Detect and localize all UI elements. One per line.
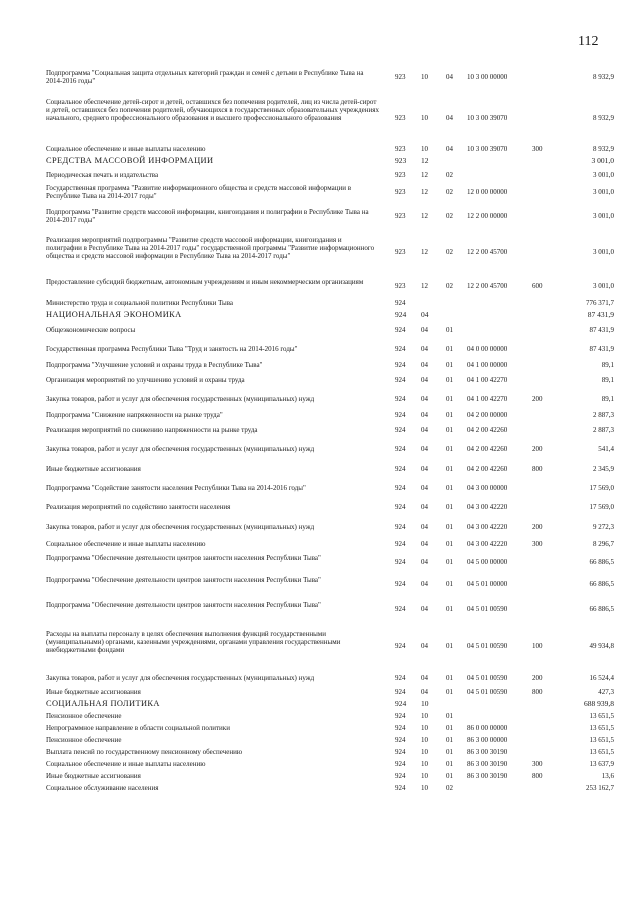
amount: 66 886,5	[589, 558, 614, 566]
section-code: 10	[421, 73, 428, 81]
subsection-code: 02	[446, 171, 453, 179]
section-code: 04	[421, 642, 428, 650]
amount: 16 524,4	[589, 674, 614, 682]
table-row	[0, 622, 640, 670]
subsection-code: 01	[446, 760, 453, 768]
section-code: 10	[421, 772, 428, 780]
ministry-code: 924	[395, 376, 406, 384]
ministry-code: 924	[395, 580, 406, 588]
amount: 89,1	[601, 376, 614, 384]
amount: 13 637,9	[589, 760, 614, 768]
amount: 3 001,0	[593, 171, 614, 179]
table-row	[0, 734, 640, 746]
amount: 66 886,5	[589, 605, 614, 613]
row-name: Реализация мероприятий подпрограммы "Развитие средств массовой информации, книгоиздания и полиграфии в Республике Тыва на 2014-2017 годы" государственной программы "Развитие информационного общества и средств массовой информации в Республике Тыва на 2014-2017 годы"	[46, 236, 375, 260]
amount: 87 431,9	[587, 310, 614, 319]
target-article: 12 2 00 45700	[467, 282, 508, 290]
ministry-code: 924	[395, 540, 406, 548]
target-article: 04 5 01 00000	[467, 580, 508, 588]
ministry-code: 924	[395, 465, 406, 473]
row-name: НАЦИОНАЛЬНАЯ ЭКОНОМИКА	[46, 310, 182, 319]
budget-table	[0, 60, 640, 794]
amount: 3 001,0	[593, 188, 614, 196]
ministry-code: 923	[395, 248, 406, 256]
target-article: 86 0 00 00000	[467, 724, 508, 732]
subsection-code: 04	[446, 73, 453, 81]
section-code: 10	[421, 699, 429, 708]
ministry-code: 923	[395, 282, 406, 290]
section-code: 04	[421, 361, 428, 369]
ministry-code: 924	[395, 361, 406, 369]
ministry-code: 924	[395, 784, 406, 792]
amount: 8 932,9	[593, 114, 614, 122]
table-row	[0, 297, 640, 309]
ministry-code: 924	[395, 426, 406, 434]
expense-type: 200	[532, 523, 543, 531]
ministry-code: 923	[395, 212, 406, 220]
section-code: 10	[421, 736, 428, 744]
target-article: 04 2 00 42260	[467, 465, 508, 473]
table-row	[0, 182, 640, 202]
amount: 8 932,9	[593, 145, 614, 153]
table-row	[0, 439, 640, 459]
section-code: 10	[421, 145, 428, 153]
target-article: 86 3 00 30190	[467, 772, 508, 780]
subsection-code: 02	[446, 248, 453, 256]
amount: 427,3	[598, 688, 614, 696]
expense-type: 800	[532, 772, 543, 780]
row-name: Государственная программа Республики Тыва "Труд и занятость на 2014-2016 годы"	[46, 345, 298, 353]
row-name: Общеэкономические вопросы	[46, 326, 136, 334]
expense-type: 100	[532, 642, 543, 650]
row-name: Выплата пенсий по государственному пенсионному обеспечению	[46, 748, 243, 756]
target-article: 86 3 00 30190	[467, 748, 508, 756]
row-name: Закупка товаров, работ и услуг для обеспечения государственных (муниципальных) нужд	[46, 674, 315, 682]
section-code: 04	[421, 411, 428, 419]
subsection-code: 01	[446, 605, 453, 613]
ministry-code: 924	[395, 345, 406, 353]
subsection-code: 01	[446, 361, 453, 369]
section-code: 10	[421, 724, 428, 732]
subsection-code: 02	[446, 212, 453, 220]
section-code: 04	[421, 426, 428, 434]
amount: 17 569,0	[589, 503, 614, 511]
section-code: 04	[421, 674, 428, 682]
row-name: Периодическая печать и издательства	[46, 171, 159, 179]
target-article: 10 3 00 00000	[467, 73, 508, 81]
table-row	[0, 167, 640, 182]
ministry-code: 924	[395, 503, 406, 511]
amount: 13 651,5	[589, 736, 614, 744]
amount: 89,1	[601, 395, 614, 403]
ministry-code: 924	[395, 760, 406, 768]
target-article: 04 3 00 42220	[467, 503, 508, 511]
row-name: Организация мероприятий по улучшению условий и охраны труда	[46, 376, 245, 384]
ministry-code: 924	[395, 674, 406, 682]
row-name: Социальное обеспечение и иные выплаты населению	[46, 145, 206, 153]
ministry-code: 924	[395, 558, 406, 566]
amount: 776 371,7	[586, 299, 614, 307]
table-row	[0, 710, 640, 722]
target-article: 86 3 00 30190	[467, 760, 508, 768]
target-article: 86 3 00 00000	[467, 736, 508, 744]
row-name: Подпрограмма "Развитие средств массовой информации, книгоиздания и полиграфии в Республике Тыва на 2014-2017 годы"	[46, 208, 369, 224]
subsection-code: 01	[446, 580, 453, 588]
target-article: 10 3 00 39070	[467, 114, 508, 122]
row-name: Социальное обеспечение и иные выплаты населению	[46, 760, 206, 768]
target-article: 04 2 00 42260	[467, 445, 508, 453]
ministry-code: 924	[395, 445, 406, 453]
row-name: Подпрограмма "Социальная защита отдельных категорий граждан и семей с детьми в Республике Тыва на 2014-2016 годы"	[46, 69, 364, 85]
table-row	[0, 686, 640, 698]
section-code: 12	[421, 171, 428, 179]
subsection-code: 01	[446, 376, 453, 384]
subsection-code: 01	[446, 688, 453, 696]
row-name: Пенсионное обеспечение	[46, 736, 122, 744]
ministry-code: 924	[395, 411, 406, 419]
table-row	[0, 339, 640, 359]
amount: 13,6	[601, 772, 614, 780]
subsection-code: 02	[446, 784, 453, 792]
target-article: 10 3 00 39070	[467, 145, 508, 153]
target-article: 12 2 00 00000	[467, 212, 508, 220]
row-name: Закупка товаров, работ и услуг для обеспечения государственных (муниципальных) нужд	[46, 395, 315, 403]
ministry-code: 924	[395, 712, 406, 720]
amount: 13 651,5	[589, 748, 614, 756]
table-row	[0, 155, 640, 167]
target-article: 12 2 00 45700	[467, 248, 508, 256]
amount: 49 934,8	[589, 642, 614, 650]
ministry-code: 923	[395, 73, 406, 81]
section-code: 10	[421, 784, 428, 792]
row-name: Иные бюджетные ассигнования	[46, 772, 141, 780]
ministry-code: 923	[395, 114, 406, 122]
target-article: 04 2 00 42260	[467, 426, 508, 434]
section-code: 04	[421, 445, 428, 453]
target-article: 04 2 00 00000	[467, 411, 508, 419]
row-name: Подпрограмма "Обеспечение деятельности центров занятости населения Республики Тыва"	[46, 601, 321, 609]
table-row	[0, 389, 640, 409]
target-article: 04 3 00 00000	[467, 484, 508, 492]
table-row	[0, 409, 640, 421]
ministry-code: 924	[395, 772, 406, 780]
table-row	[0, 202, 640, 229]
subsection-code: 01	[446, 411, 453, 419]
amount: 3 001,0	[593, 248, 614, 256]
table-row	[0, 143, 640, 155]
section-code: 12	[421, 248, 428, 256]
table-row	[0, 722, 640, 734]
section-code: 04	[421, 376, 428, 384]
table-row	[0, 670, 640, 686]
ministry-code: 923	[395, 156, 407, 165]
subsection-code: 01	[446, 484, 453, 492]
subsection-code: 01	[446, 326, 453, 334]
subsection-code: 01	[446, 642, 453, 650]
subsection-code: 04	[446, 114, 453, 122]
row-name: Подпрограмма "Улучшение условий и охраны труда в Республике Тыва"	[46, 361, 263, 369]
section-code: 04	[421, 326, 428, 334]
target-article: 04 0 00 00000	[467, 345, 508, 353]
row-name: Реализация мероприятий по снижению напряженности на рынке труда	[46, 426, 258, 434]
section-code: 12	[421, 188, 428, 196]
amount: 9 272,3	[593, 523, 614, 531]
row-name: Подпрограмма "Обеспечение деятельности центров занятости населения Республики Тыва"	[46, 554, 321, 562]
row-name: Иные бюджетные ассигнования	[46, 465, 141, 473]
table-row	[0, 309, 640, 321]
expense-type: 600	[532, 282, 543, 290]
subsection-code: 01	[446, 465, 453, 473]
amount: 541,4	[598, 445, 614, 453]
ministry-code: 924	[395, 736, 406, 744]
amount: 89,1	[601, 361, 614, 369]
section-code: 12	[421, 282, 428, 290]
row-name: Закупка товаров, работ и услуг для обеспечения государственных (муниципальных) нужд	[46, 445, 315, 453]
ministry-code: 924	[395, 326, 406, 334]
row-name: Социальное обеспечение и иные выплаты населению	[46, 540, 206, 548]
ministry-code: 924	[395, 688, 406, 696]
row-name: Закупка товаров, работ и услуг для обеспечения государственных (муниципальных) нужд	[46, 523, 315, 531]
section-code: 04	[421, 688, 428, 696]
section-code: 04	[421, 465, 428, 473]
table-row	[0, 459, 640, 479]
subsection-code: 01	[446, 540, 453, 548]
section-code: 12	[421, 212, 428, 220]
table-row	[0, 359, 640, 371]
table-row	[0, 229, 640, 274]
ministry-code: 924	[395, 299, 406, 307]
expense-type: 200	[532, 445, 543, 453]
section-code: 04	[421, 558, 428, 566]
row-name: Социальное обслуживание населения	[46, 784, 159, 792]
row-name: Социальное обеспечение детей-сирот и детей, оставшихся без попечения родителей, лиц из числа детей-сирот и детей, оставшихся без попечения родителей, обучающихся в государственных образовательных учреждениях начального, среднего профессионального образования и высшего профессионального образования	[46, 98, 379, 122]
amount: 688 939,8	[584, 699, 614, 708]
expense-type: 200	[532, 395, 543, 403]
row-name: СРЕДСТВА МАССОВОЙ ИНФОРМАЦИИ	[46, 156, 214, 165]
ministry-code: 924	[395, 523, 406, 531]
table-row	[0, 746, 640, 758]
amount: 2 345,9	[593, 465, 614, 473]
ministry-code: 923	[395, 171, 406, 179]
subsection-code: 01	[446, 748, 453, 756]
amount: 17 569,0	[589, 484, 614, 492]
ministry-code: 924	[395, 484, 406, 492]
section-code: 10	[421, 712, 428, 720]
expense-type: 300	[532, 145, 543, 153]
subsection-code: 01	[446, 503, 453, 511]
amount: 13 651,5	[589, 724, 614, 732]
subsection-code: 01	[446, 395, 453, 403]
row-name: Предоставление субсидий бюджетным, автономным учреждениям и иным некоммерческим организациям	[46, 278, 364, 286]
ministry-code: 924	[395, 642, 406, 650]
amount: 2 887,3	[593, 426, 614, 434]
table-row	[0, 479, 640, 497]
row-name: Министерство труда и социальной политики Республики Тыва	[46, 299, 234, 307]
target-article: 04 1 00 42270	[467, 395, 508, 403]
row-name: Расходы на выплаты персоналу в целях обеспечения выполнения функций государственными (муниципальными) органами, казенными учреждениями, органами управления государственными внебюджетными фондами	[46, 630, 341, 654]
amount: 87 431,9	[589, 345, 614, 353]
ministry-code: 923	[395, 145, 406, 153]
section-code: 04	[421, 523, 428, 531]
section-code: 04	[421, 345, 428, 353]
target-article: 04 5 01 00590	[467, 642, 508, 650]
subsection-code: 01	[446, 772, 453, 780]
target-article: 04 5 00 00000	[467, 558, 508, 566]
subsection-code: 02	[446, 188, 453, 196]
subsection-code: 01	[446, 736, 453, 744]
table-row	[0, 517, 640, 536]
section-code: 04	[421, 540, 428, 548]
ministry-code: 924	[395, 605, 406, 613]
table-row	[0, 321, 640, 339]
table-row	[0, 782, 640, 794]
expense-type: 300	[532, 540, 543, 548]
target-article: 04 1 00 42270	[467, 376, 508, 384]
amount: 66 886,5	[589, 580, 614, 588]
amount: 253 162,7	[586, 784, 614, 792]
ministry-code: 923	[395, 188, 406, 196]
subsection-code: 01	[446, 523, 453, 531]
ministry-code: 924	[395, 699, 407, 708]
expense-type: 800	[532, 688, 543, 696]
table-row	[0, 758, 640, 770]
row-name: СОЦИАЛЬНАЯ ПОЛИТИКА	[46, 699, 160, 708]
ministry-code: 924	[395, 748, 406, 756]
section-code: 10	[421, 748, 428, 756]
subsection-code: 04	[446, 145, 453, 153]
amount: 2 887,3	[593, 411, 614, 419]
section-code: 12	[421, 156, 429, 165]
table-row	[0, 770, 640, 782]
subsection-code: 01	[446, 426, 453, 434]
row-name: Государственная программа "Развитие информационного общества и средств массовой информации в Республике Тыва на 2014-2017 годы"	[46, 184, 352, 200]
row-name: Подпрограмма "Обеспечение деятельности центров занятости населения Республики Тыва"	[46, 576, 321, 584]
section-code: 04	[421, 605, 428, 613]
ministry-code: 924	[395, 310, 407, 319]
section-code: 04	[421, 395, 428, 403]
subsection-code: 01	[446, 674, 453, 682]
table-row	[0, 93, 640, 143]
subsection-code: 01	[446, 445, 453, 453]
section-code: 04	[421, 503, 428, 511]
row-name: Непрограммное направление в области социальной политики	[46, 724, 230, 732]
target-article: 12 0 00 00000	[467, 188, 508, 196]
table-row	[0, 536, 640, 551]
section-code: 04	[421, 484, 428, 492]
row-name: Подпрограмма "Содействие занятости населения Республики Тыва на 2014-2016 годы"	[46, 484, 306, 492]
table-row	[0, 551, 640, 573]
table-row	[0, 274, 640, 297]
target-article: 04 1 00 00000	[467, 361, 508, 369]
amount: 8 296,7	[593, 540, 614, 548]
target-article: 04 3 00 42220	[467, 523, 508, 531]
target-article: 04 5 01 00590	[467, 674, 508, 682]
row-name: Пенсионное обеспечение	[46, 712, 122, 720]
ministry-code: 924	[395, 724, 406, 732]
subsection-code: 01	[446, 712, 453, 720]
section-code: 10	[421, 760, 428, 768]
row-name: Иные бюджетные ассигнования	[46, 688, 141, 696]
row-name: Подпрограмма "Снижение напряженности на рынке труда"	[46, 411, 223, 419]
subsection-code: 02	[446, 282, 453, 290]
table-row	[0, 698, 640, 710]
ministry-code: 924	[395, 395, 406, 403]
amount: 87 431,9	[589, 326, 614, 334]
subsection-code: 01	[446, 345, 453, 353]
subsection-code: 01	[446, 724, 453, 732]
table-row	[0, 371, 640, 389]
section-code: 04	[421, 580, 428, 588]
target-article: 04 5 01 00590	[467, 605, 508, 613]
row-name: Реализация мероприятий по содействию занятости населения	[46, 503, 231, 511]
expense-type: 200	[532, 674, 543, 682]
page-number: 112	[578, 34, 599, 49]
table-row	[0, 497, 640, 517]
amount: 13 651,5	[589, 712, 614, 720]
expense-type: 300	[532, 760, 543, 768]
target-article: 04 3 00 42220	[467, 540, 508, 548]
amount: 3 001,0	[593, 212, 614, 220]
amount: 3 001,0	[591, 156, 614, 165]
table-row	[0, 573, 640, 595]
section-code: 04	[421, 310, 429, 319]
subsection-code: 01	[446, 558, 453, 566]
expense-type: 800	[532, 465, 543, 473]
amount: 8 932,9	[593, 73, 614, 81]
table-row	[0, 595, 640, 622]
table-row	[0, 60, 640, 93]
section-code: 10	[421, 114, 428, 122]
target-article: 04 5 01 00590	[467, 688, 508, 696]
table-row	[0, 421, 640, 439]
amount: 3 001,0	[593, 282, 614, 290]
